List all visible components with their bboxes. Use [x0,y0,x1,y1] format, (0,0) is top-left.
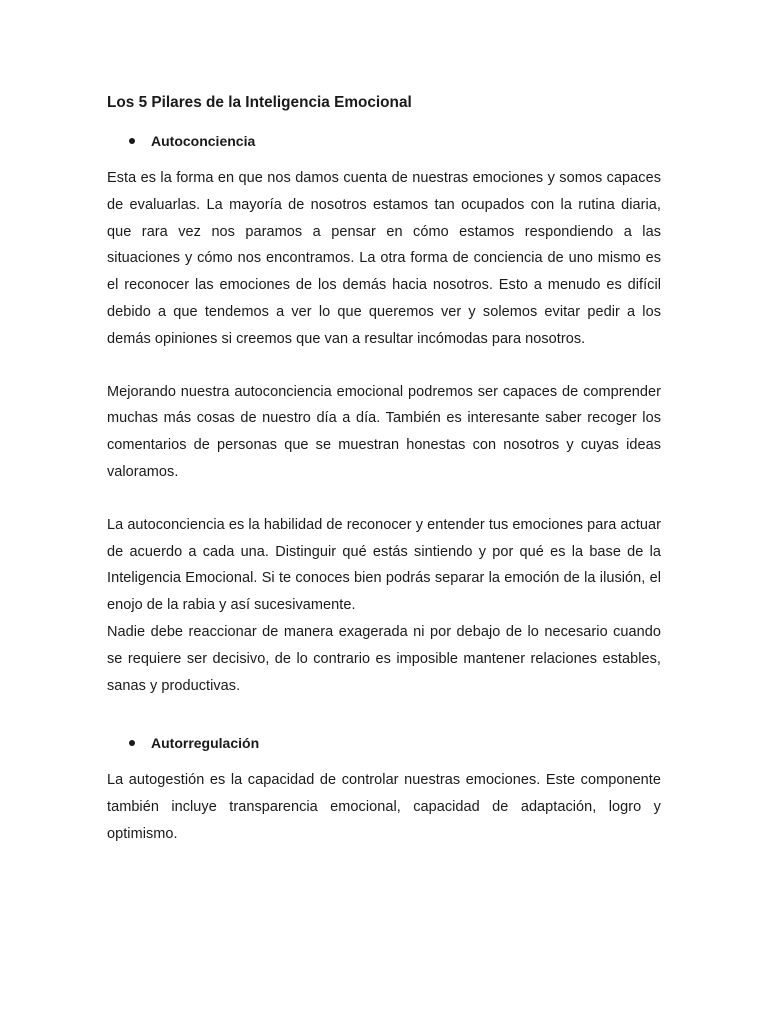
document-title: Los 5 Pilares de la Inteligencia Emocional [107,94,412,111]
bullet-icon [129,138,135,144]
paragraph-spacer [107,353,661,379]
paragraph-spacer [107,486,661,512]
paragraph: Nadie debe reaccionar de manera exagerada ni por debajo de lo necesario cuando se requiere ser decisivo, de lo contrario es imposible mantener relaciones estables, sanas y productivas. [107,623,661,694]
bullet-icon [129,740,135,746]
paragraph: La autoconciencia es la habilidad de reconocer y entender tus emociones para actuar de acuerdo a cada una. Distinguir qué estás sintiendo y por qué es la base de la Inteligencia Emocional. Si te conoces bien podrás separar la emoción de la ilusión, el enojo de la rabia y así sucesivamente. [107,516,661,614]
section-heading-autorregulacion [129,733,661,753]
section-spacer [107,699,661,733]
section-heading-label: Autorregulación [151,735,260,752]
section-heading-label: Autoconciencia [151,133,256,149]
paragraph: Mejorando nuestra autoconciencia emocional podremos ser capaces de comprender muchas más cosas de nuestro día a día. También es interesante saber recoger los comentarios de personas que se muestran honestas con nosotros y cuyas ideas valoramos. [107,383,661,480]
paragraph: La autogestión es la capacidad de controlar nuestras emociones. Este componente también incluye transparencia emocional, capacidad de adaptación, logro y optimismo. [107,772,661,842]
section-heading-autoconciencia [129,131,661,151]
paragraph: Esta es la forma en que nos damos cuenta de nuestras emociones y somos capaces de evaluarlas. La mayoría de nosotros estamos tan ocupados con la rutina diaria, que rara vez nos paramos a pensar en cómo estamos respondiendo a las situaciones y cómo nos encontramos. La otra forma de conciencia de uno mismo es el reconocer las emociones de los demás hacia nosotros. Esto a menudo es difícil debido a que tendemos a ver lo que queremos ver y solemos evitar pedir a los demás opiniones si creemos que van a resultar incómodas para nosotros. [107,170,661,347]
